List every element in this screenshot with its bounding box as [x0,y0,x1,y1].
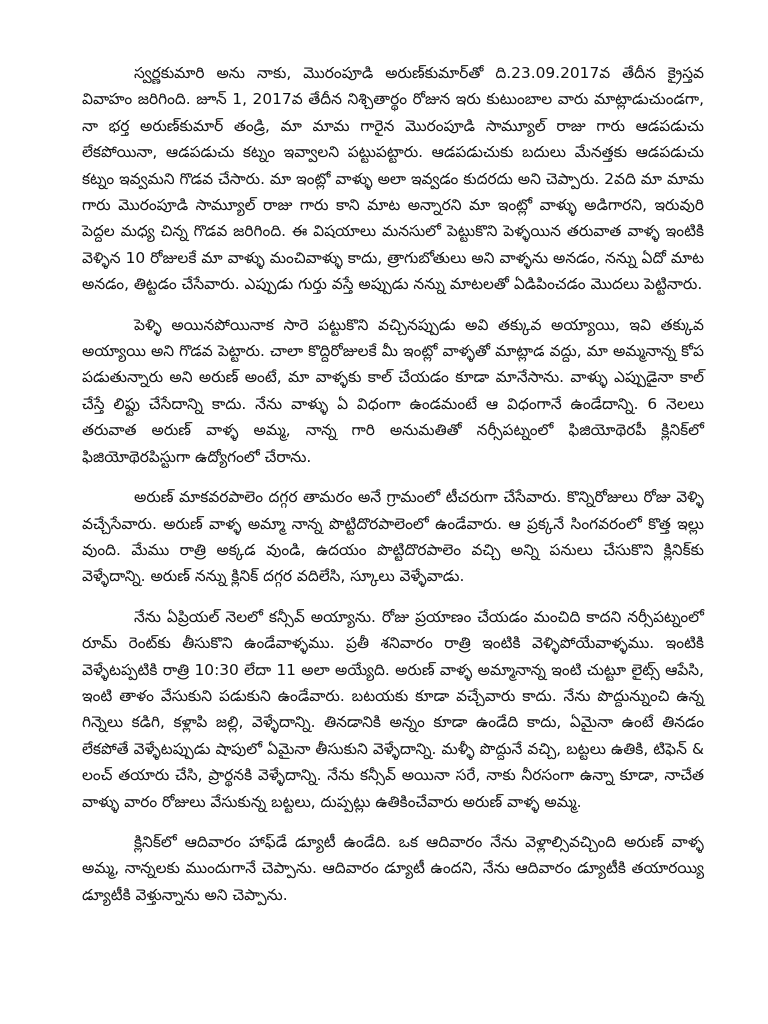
paragraph-1: స్వర్ణకుమారి అను నాకు, మొరంపూడి అరుణ్‌కుమార్‌తో ది.23.09.2017వ తేదీన క్రైస్తవ వివాహం జరిగింది. జూన్ 1, 2017వ తేదీన నిశ్చితార్థం రోజున ఇరు కుటుంబాల వారు మాట్లాడుచుండగా, నా భర్త అరుణ్‌కుమార్ తండ్రి, మా మామ గారైన మొరంపూడి సామ్యూల్ రాజు గారు ఆడపడుచు లేకపోయినా, ఆడపడుచు కట్నం ఇవ్వాలని పట్టుపట్టారు. ఆడపడుచుకు బదులు మేనత్తకు ఆడపడుచు కట్నం ఇవ్వమని గొడవ చేసారు. మా ఇంట్లో వాళ్ళు అలా ఇవ్వడం కుదరదు అని చెప్పారు. 2వది మా మామ గారు మొరంపూడి సామ్యూల్ రాజు గారు కాని మాట అన్నారని మా ఇంట్లో వాళ్ళు అడిగారని, ఇరువురి పెద్దల మధ్య చిన్న గొడవ జరిగింది. ఈ విషయాలు మనసులో పెట్టుకొని పెళ్ళయిన తరువాత వాళ్ళ ఇంటికి వెళ్ళిన 10 రోజులకే మా వాళ్ళు మంచివాళ్ళు కాదు, త్రాగుబోతులు అని వాళ్ళను అనడం, నన్ను ఏదో మాట అనడం, తిట్టడం చేసేవారు. ఎప్పుడు గుర్తు వస్తే అప్పుడు నన్ను మాటలతో ఏడిపించడం మొదలు పెట్టినారు. [82,64,704,294]
paragraph-3: అరుణ్ మాకవరపాలెం దగ్గర తామరం అనే గ్రామంలో టీచరుగా చేసేవారు. కొన్నిరోజులు రోజు వెళ్ళి వచ్చేసేవారు. అరుణ్ వాళ్ళ అమ్మా నాన్న పొట్టిదొరపాలెంలో ఉండేవారు. ఆ ప్రక్కనే సింగవరంలో కొత్త ఇల్లు వుంది. మేము రాత్రి అక్కడ వుండి, ఉదయం పొట్టిదొరపాలెం వచ్చి అన్ని పనులు చేసుకొని క్లినిక్‌కు వెళ్ళేదాన్ని. అరుణ్ నన్ను క్లినిక్ దగ్గర వదిలేసి, స్కూలు వెళ్ళేవాడు. [82,488,704,586]
paragraph-4: నేను ఏప్రియల్ నెలలో కన్సీవ్ అయ్యాను. రోజు ప్రయాణం చేయడం మంచిది కాదని నర్సీపట్నంలో రూమ్ రెంట్‌కు తీసుకొని ఉండేవాళ్ళము. ప్రతీ శనివారం రాత్రి ఇంటికి వెళ్ళిపోయేవాళ్ళము. ఇంటికి వెళ్ళేటప్పటికి రాత్రి 10:30 లేదా 11 అలా అయ్యేది. అరుణ్ వాళ్ళ అమ్మానాన్న ఇంటి చుట్టూ లైట్స్ ఆపేసి, ఇంటి తాళం వేసుకుని పడుకుని ఉండేవారు. బటయకు కూడా వచ్చేవారు కాదు. నేను పొద్దున్నుంచి ఉన్న గిన్నెలు కడిగి, కళ్లాపి జల్లి, వెళ్ళేదాన్ని. తినడానికి అన్నం కూడా ఉండేది కాదు, ఏమైనా ఉంటే తినడం లేకపోతే వెళ్ళేటప్పుడు షాపులో ఏమైనా తీసుకుని వెళ్ళేదాన్ని. మళ్ళీ పొద్దునే వచ్చి, బట్టలు ఉతికి, టిఫెన్ & లంచ్ తయారు చేసి, ప్రార్థనకి వెళ్ళేదాన్ని. నేను కన్సీవ్ అయినా సరే, నాకు నీరసంగా ఉన్నా కూడా, నాచేత వాళ్ళు వారం రోజులు వేసుకున్న బట్టలు, దుప్పట్లు ఉతికించేవారు అరుణ్ వాళ్ళ అమ్మ. [82,607,704,811]
paragraph-2: పెళ్ళి అయినపోయినాక సారె పట్టుకొని వచ్చినప్పుడు అవి తక్కువ అయ్యాయి, ఇవి తక్కువ అయ్యాయి అని గొడవ పెట్టారు. చాలా కొద్దిరోజులకే మీ ఇంట్లో వాళ్ళతో మాట్లాడ వద్దు, మా అమ్మనాన్న కోప పడుతున్నారు అని అరుణ్ అంటే, మా వాళ్ళకు కాల్ చేయడం కూడా మానేసాను. వాళ్ళు ఎప్పుడైనా కాల్ చేస్తే లిఫ్టు చేసేదాన్ని కాదు. నేను వాళ్ళు ఏ విధంగా ఉండమంటే ఆ విధంగానే ఉండేదాన్ని. 6 నెలలు తరువాత అరుణ్ వాళ్ళ అమ్మ, నాన్న గారి అనుమతితో నర్సీపట్నంలో ఫిజియోథెరపీ క్లినిక్‌లో ఫిజియోథెరపిస్టుగా ఉద్యోగంలో చేరాను. [82,315,704,466]
paragraph-5: క్లినిక్‌లో ఆదివారం హాఫ్‌డే డ్యూటీ ఉండేది. ఒక ఆదివారం నేను వెళ్లాల్సివచ్చింది అరుణ్ వాళ్ళ అమ్మ, నాన్నలకు ముందుగానే చెప్పాను. ఆదివారం డ్యూటీ ఉందని, నేను ఆదివారం డ్యూటీకి తయారయ్యి డ్యూటీకి వెళ్తున్నాను అని చెప్పాను. [82,832,704,904]
document-page [82,60,704,922]
